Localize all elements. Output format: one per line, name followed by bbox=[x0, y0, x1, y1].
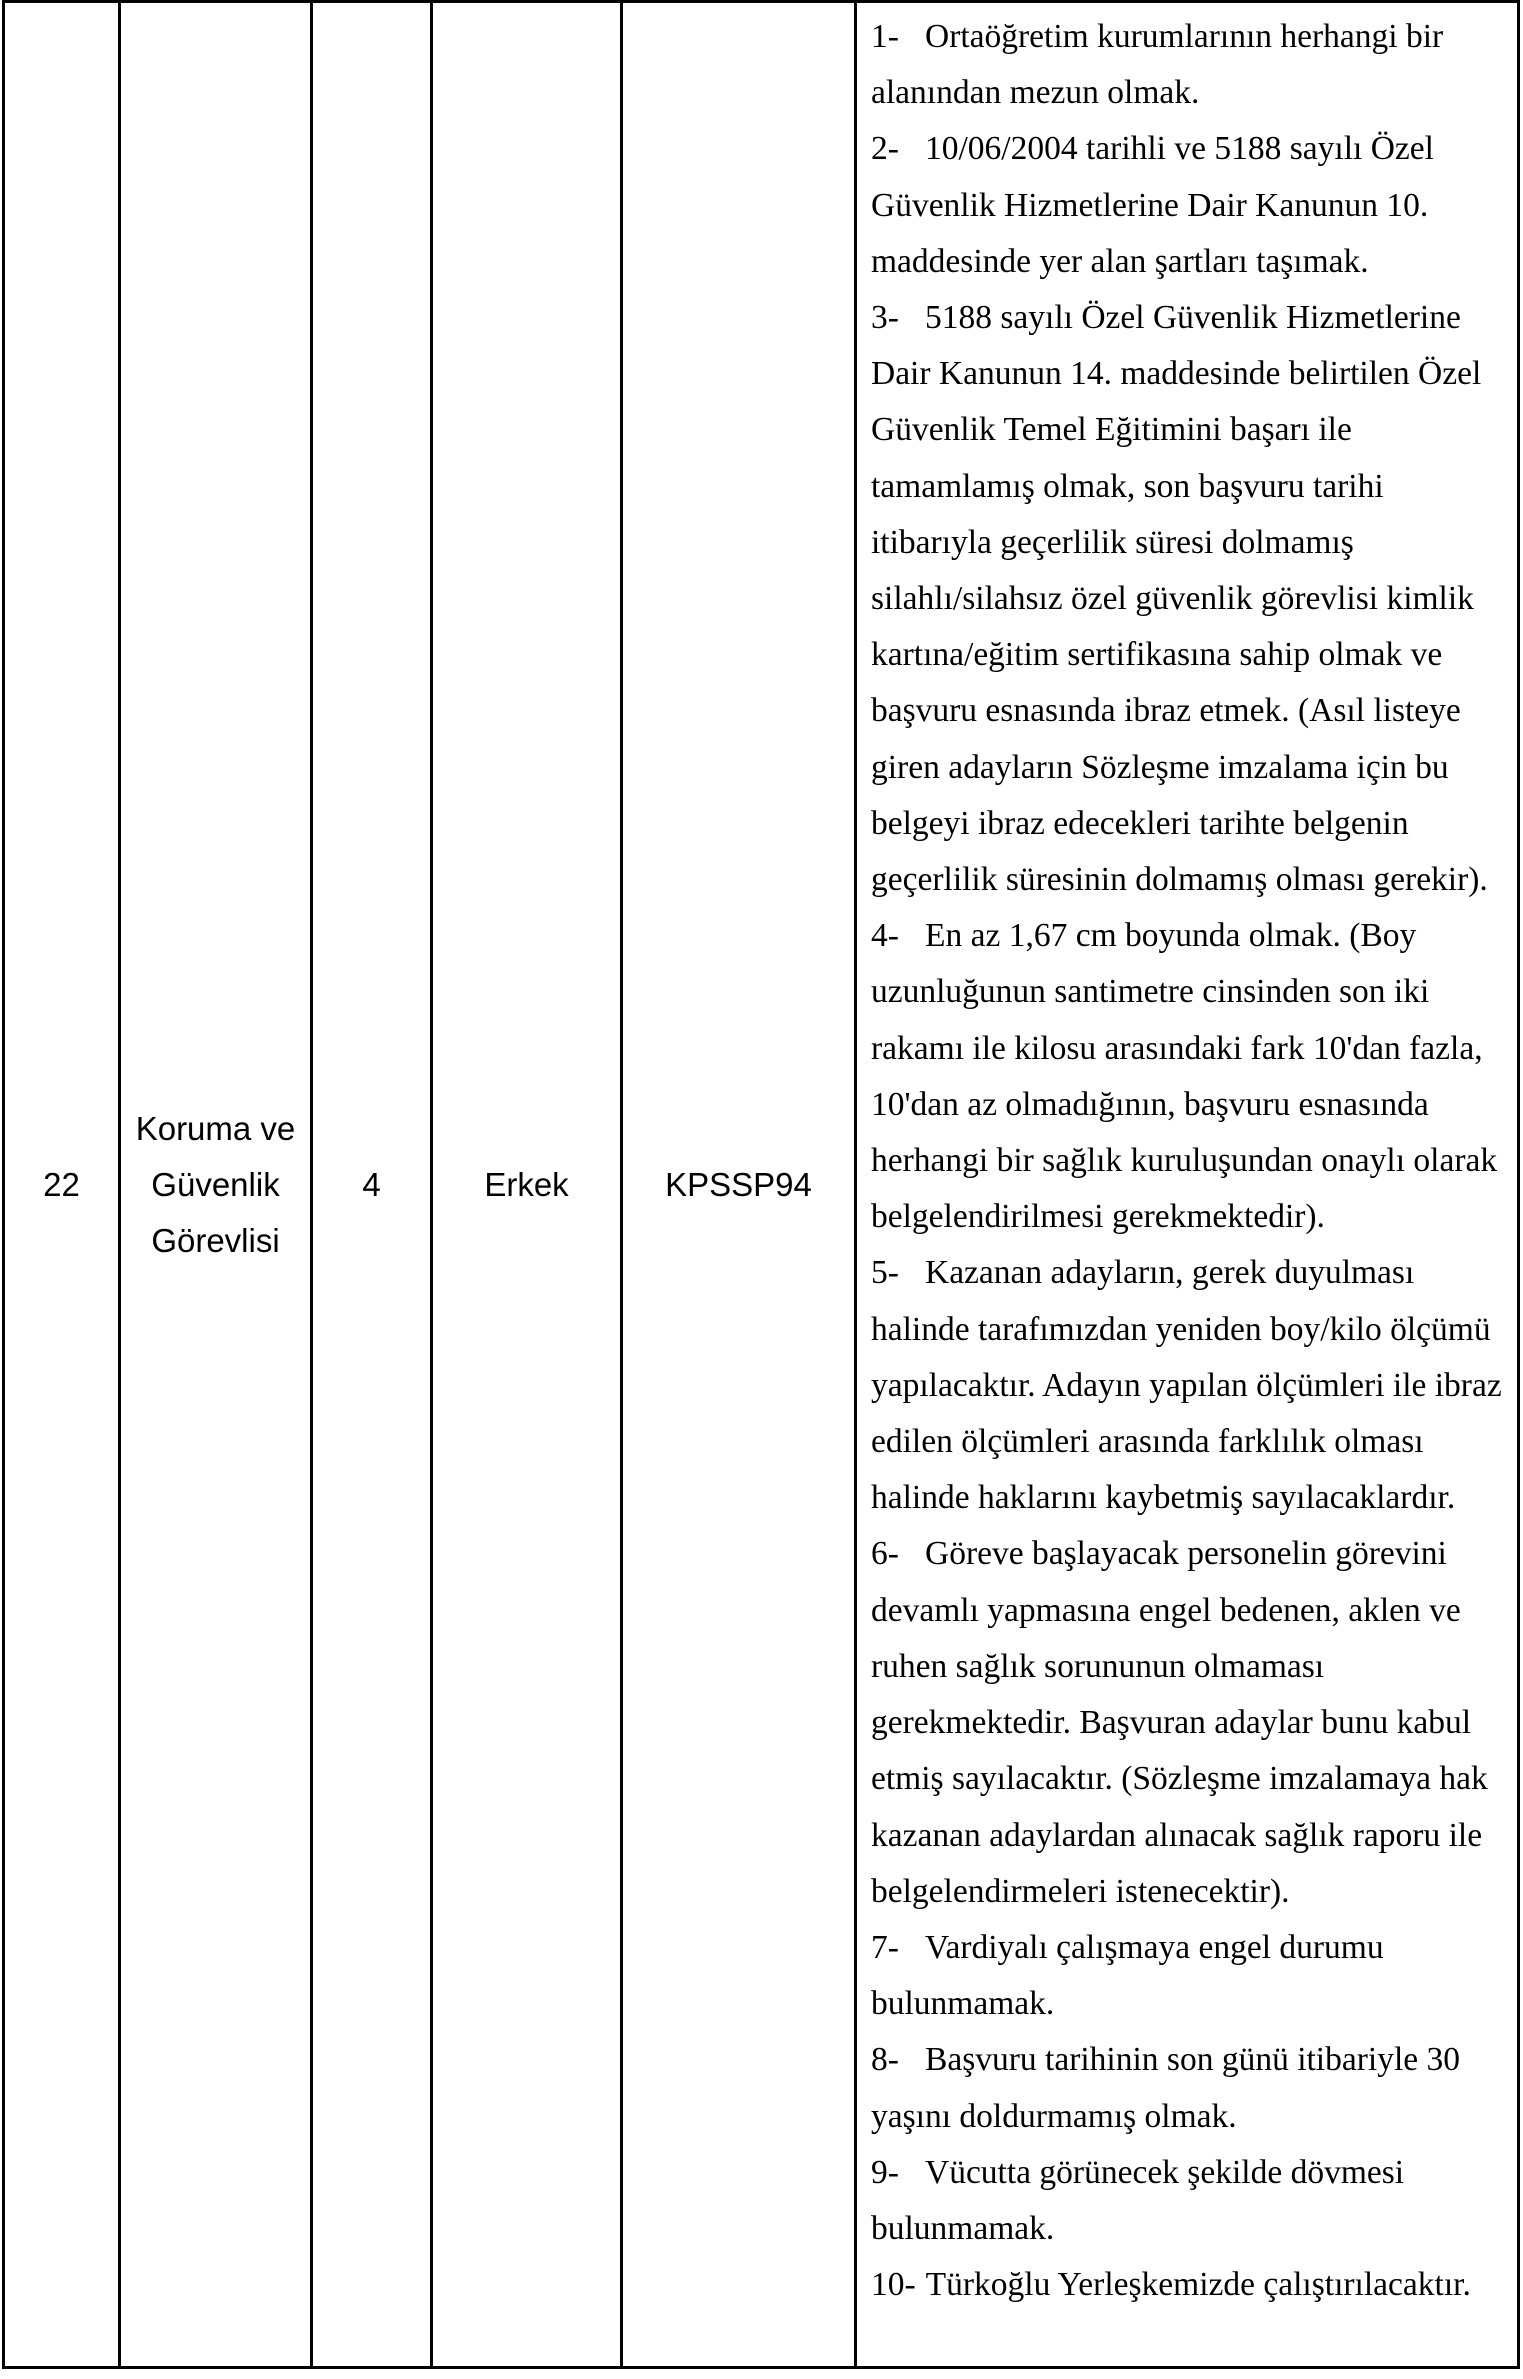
table-row bbox=[4, 2, 1519, 2368]
requirement-number: 9- bbox=[871, 2153, 899, 2191]
requirement-item bbox=[871, 2257, 1507, 2313]
requirement-text: Kazanan adayların, gerek duyulması halinde tarafımızdan yeniden boy/kilo ölçümü yapılacaktır. Adayın yapılan ölçümleri ile ibraz edilen ölçümleri arasında farklılık olması halinde haklarını kaybetmiş sayılacaklardır. bbox=[871, 1254, 1502, 1517]
score-type: KPSSP94 bbox=[665, 1165, 812, 1203]
requirement-number: 3- bbox=[871, 299, 899, 337]
position-title-line-2: Güvenlik bbox=[151, 1165, 280, 1203]
requirement-number: 2- bbox=[871, 130, 899, 168]
positions-table bbox=[2, 0, 1520, 2369]
requirement-item bbox=[871, 1245, 1507, 1526]
requirement-text: 10/06/2004 tarihli ve 5188 sayılı Özel Güvenlik Hizmetlerine Dair Kanunun 10. maddesinde yer alan şartları taşımak. bbox=[871, 130, 1434, 280]
requirement-text: Başvuru tarihinin son günü itibariyle 30 yaşını doldurmamış olmak. bbox=[871, 2041, 1461, 2135]
requirement-item bbox=[871, 9, 1507, 121]
requirement-item bbox=[871, 290, 1507, 908]
requirement-number: 6- bbox=[871, 1535, 899, 1573]
requirement-number: 1- bbox=[871, 18, 899, 55]
requirement-number: 8- bbox=[871, 2041, 899, 2079]
requirement-item bbox=[871, 1526, 1507, 1919]
requirements-cell bbox=[856, 2, 1519, 2368]
requirement-text: Türkoğlu Yerleşkemizde çalıştırılacaktır. bbox=[925, 2266, 1471, 2304]
requirement-item bbox=[871, 121, 1507, 290]
requirement-item bbox=[871, 908, 1507, 1245]
requirement-text: Vardiyalı çalışmaya engel durumu bulunmamak. bbox=[871, 1928, 1384, 2023]
position-count-cell bbox=[312, 2, 432, 2368]
gender-cell bbox=[432, 2, 622, 2368]
position-title-line-1: Koruma ve bbox=[135, 1109, 296, 1147]
requirement-text: Ortaöğretim kurumlarının herhangi bir alanından mezun olmak. bbox=[871, 18, 1444, 112]
position-title-line-3: Görevlisi bbox=[151, 1221, 280, 1259]
row-number-cell bbox=[4, 2, 120, 2368]
requirement-item bbox=[871, 2032, 1507, 2144]
requirement-item bbox=[871, 2145, 1507, 2257]
row-number: 22 bbox=[43, 1165, 80, 1203]
requirement-number: 7- bbox=[871, 1928, 899, 1966]
requirement-text: Göreve başlayacak personelin görevini devamlı yapmasına engel bedenen, aklen ve ruhen sağlık sorununun olmaması gerekmektedir. Başvuran adaylar bunu kabul etmiş sayılacaktır. (Sözleşme imzalamaya hak kazanan adaylardan alınacak sağlık raporu ile belgelendirmeleri istenecektir). bbox=[871, 1535, 1488, 1910]
gender: Erkek bbox=[484, 1165, 569, 1203]
score-type-cell bbox=[622, 2, 856, 2368]
requirement-text: 5188 sayılı Özel Güvenlik Hizmetlerine Dair Kanunun 14. maddesinde belirtilen Özel Güvenlik Temel Eğitimini başarı ile tamamlamış olmak, son başvuru tarihi itibarıyla geçerlilik süresi dolmamış silahlı/silahsız özel güvenlik görevlisi kimlik kartına/eğitim sertifikasına sahip olmak ve başvuru esnasında ibraz etmek. (Asıl listeye giren adayların Sözleşme imzalama için bu belgeyi ibraz edecekleri tarihte belgenin geçerlilik süresinin dolmamış olması gerekir). bbox=[871, 299, 1488, 899]
position-title-cell bbox=[120, 2, 312, 2368]
requirement-text: En az 1,67 cm boyunda olmak. (Boy uzunluğunun santimetre cinsinden son iki rakamı ile kilosu arasındaki fark 10'dan fazla, 10'dan az olmadığının, başvuru esnasında herhangi bir sağlık kuruluşundan onaylı olarak belgelendirilmesi gerekmektedir). bbox=[871, 917, 1498, 1236]
requirement-number: 5- bbox=[871, 1254, 899, 1292]
position-count: 4 bbox=[362, 1165, 381, 1203]
requirement-item bbox=[871, 1920, 1507, 2032]
requirement-number: 4- bbox=[871, 917, 899, 955]
requirement-text: Vücutta görünecek şekilde dövmesi bulunmamak. bbox=[871, 2153, 1405, 2247]
requirement-number: 10- bbox=[871, 2266, 916, 2304]
